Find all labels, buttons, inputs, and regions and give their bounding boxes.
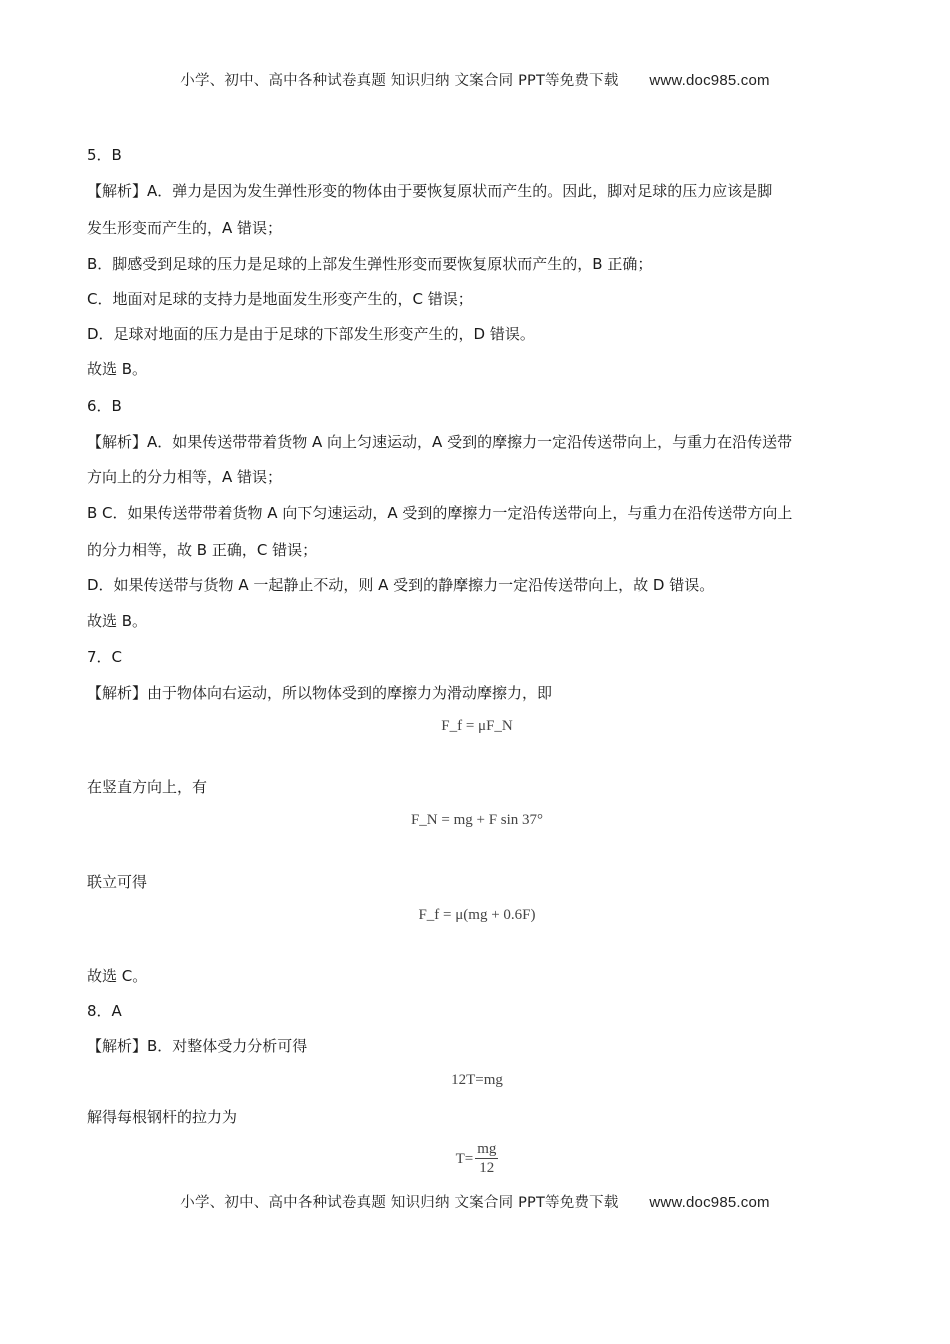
- analysis-line: 发生形变而产生的，A 错误；: [87, 219, 283, 237]
- formula-normal-force: [87, 809, 867, 831]
- analysis-line: B C．如果传送带带着货物 A 向下匀速运动，A 受到的摩擦力一定沿传送带向上，与重力在沿传送带方向上: [87, 504, 793, 522]
- formula-text: F_f = μ(mg + 0.6F): [418, 907, 536, 923]
- fraction-numerator: mg: [477, 1141, 497, 1157]
- analysis-line: 联立可得: [87, 873, 148, 891]
- analysis-line: D．如果传送带与货物 A 一起静止不动，则 A 受到的静摩擦力一定沿传送带向上，故 D 错误。: [87, 576, 715, 594]
- answer-7: 7．C: [87, 648, 123, 666]
- analysis-line: 【解析】A．弹力是因为发生弹性形变的物体由于要恢复原状而产生的。因此，脚对足球的压力应该是脚: [87, 182, 773, 200]
- analysis-line: 方向上的分力相等，A 错误；: [87, 468, 283, 486]
- answer-8: 8．A: [87, 1002, 122, 1020]
- formula-tension: [87, 1140, 867, 1177]
- conclusion-line: 故选 B。: [87, 612, 148, 630]
- header-text: 小学、初中、高中各种试卷真题 知识归纳 文案合同 PPT等免费下载: [180, 73, 619, 89]
- fraction-denominator: 12: [479, 1160, 495, 1176]
- answer-5: 5．B: [87, 146, 122, 164]
- analysis-line: 解得每根钢杆的拉力为: [87, 1108, 238, 1126]
- header-url[interactable]: www.doc985.com: [649, 72, 770, 89]
- answer-6: 6．B: [87, 397, 122, 415]
- analysis-line: 【解析】B．对整体受力分析可得: [87, 1037, 308, 1055]
- analysis-line: 【解析】由于物体向右运动，所以物体受到的摩擦力为滑动摩擦力，即: [87, 684, 553, 702]
- analysis-line: 的分力相等，故 B 正确，C 错误；: [87, 541, 318, 559]
- formula-friction: [87, 715, 867, 737]
- fraction: [475, 1140, 498, 1177]
- formula-lhs: T=: [455, 1150, 474, 1167]
- analysis-line: 【解析】A．如果传送带带着货物 A 向上匀速运动，A 受到的摩擦力一定沿传送带向上，与重力在沿传送带: [87, 433, 793, 451]
- page-footer: [0, 1191, 950, 1212]
- conclusion-line: 故选 C。: [87, 967, 148, 985]
- analysis-line: D．足球对地面的压力是由于足球的下部发生形变产生的，D 错误。: [87, 325, 535, 343]
- analysis-line: 在竖直方向上，有: [87, 778, 208, 796]
- page-header: [0, 69, 950, 90]
- footer-url[interactable]: www.doc985.com: [649, 1194, 770, 1211]
- formula-text: F_N = mg + F sin 37°: [410, 812, 544, 828]
- formula-text: F_f = μF_N: [441, 718, 513, 734]
- formula-combined: [87, 904, 867, 926]
- formula-equilibrium: [87, 1069, 867, 1091]
- footer-text: 小学、初中、高中各种试卷真题 知识归纳 文案合同 PPT等免费下载: [180, 1195, 619, 1211]
- conclusion-line: 故选 B。: [87, 360, 148, 378]
- analysis-line: B．脚感受到足球的压力是足球的上部发生弹性形变而要恢复原状而产生的，B 正确；: [87, 255, 653, 273]
- analysis-line: C．地面对足球的支持力是地面发生形变产生的，C 错误；: [87, 290, 473, 308]
- formula-text: 12T=mg: [451, 1072, 503, 1088]
